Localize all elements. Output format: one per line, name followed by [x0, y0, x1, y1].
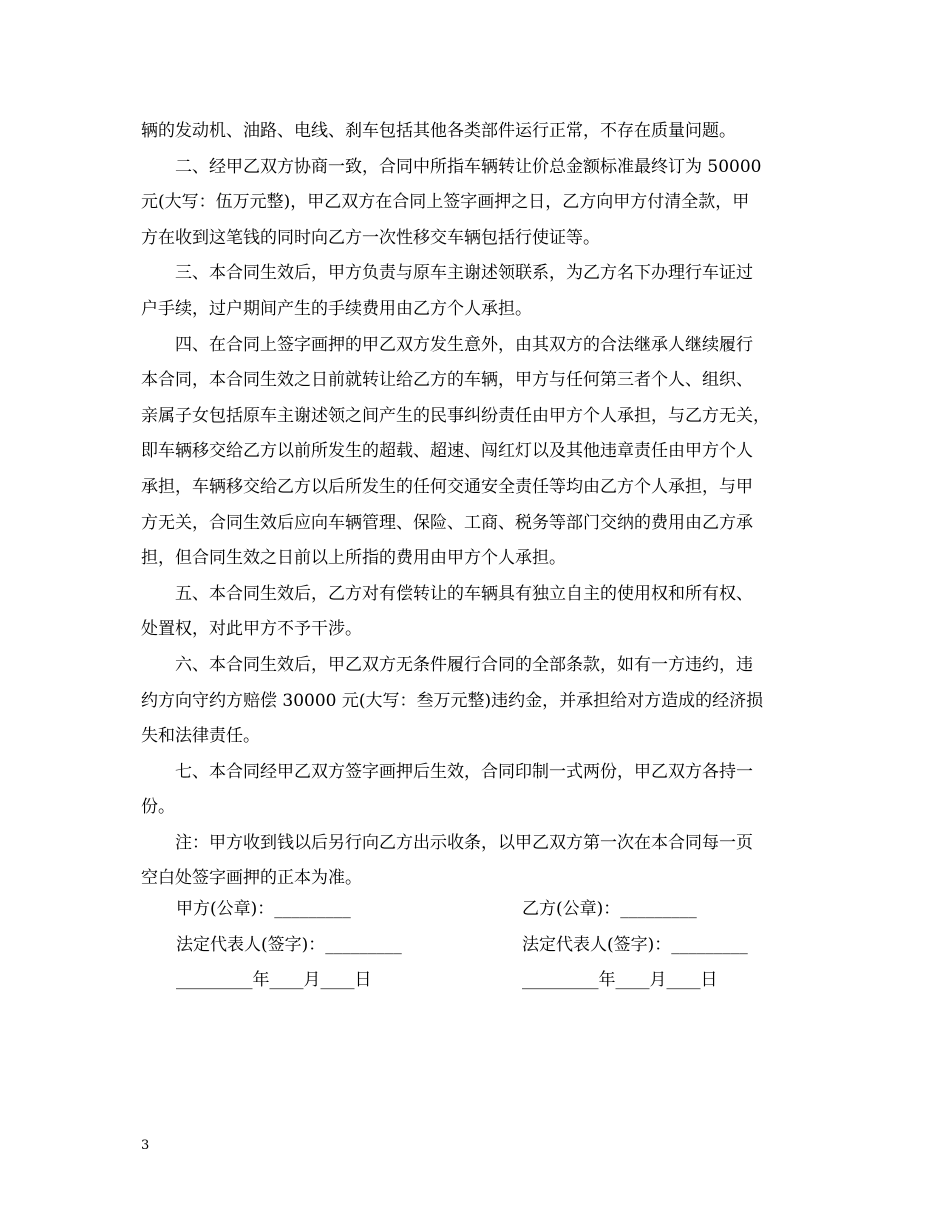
text-line: 三、本合同生效后，甲方负责与原车主谢述领联系，为乙方名下办理行车证过: [175, 263, 753, 284]
text-line: 担，但合同生效之日前以上所指的费用由甲方个人承担。: [141, 548, 566, 569]
clause-4-liability: [141, 328, 831, 577]
clause-6-breach: [141, 648, 831, 755]
clause-7-effect: [141, 755, 831, 826]
text-line: 七、本合同经甲乙双方签字画押后生效，合同印制一式两份，甲乙双方各持一: [175, 761, 753, 782]
party-b-representative-field: 法定代表人(签字)：_________: [522, 934, 748, 955]
text-line: 承担，车辆移交给乙方以后所发生的任何交通安全责任等均由乙方个人承担，与甲: [141, 476, 753, 497]
text-line: 即车辆移交给乙方以前所发生的超载、超速、闯红灯以及其他违章责任由甲方个人: [141, 441, 753, 462]
text-line: 六、本合同生效后，甲乙双方无条件履行合同的全部条款，如有一方违约，违: [175, 654, 753, 675]
signature-row-date: [176, 963, 816, 999]
party-b-seal-field: 乙方(公章)：_________: [522, 899, 697, 919]
contract-body: [141, 114, 831, 897]
party-b-date-field: _________年____月____日: [522, 970, 718, 991]
clause-2-price: [141, 150, 831, 257]
text-line: 方在收到这笔钱的同时向乙方一次性移交车辆包括行使证等。: [141, 227, 600, 248]
text-line: 四、在合同上签字画押的甲乙双方发生意外，由其双方的合法继承人继续履行: [175, 334, 753, 355]
text-line: 份。: [141, 797, 175, 818]
party-a-representative-field: 法定代表人(签字)：_________: [176, 934, 402, 955]
page-number: 3: [141, 1138, 150, 1153]
text-line: 户手续，过户期间产生的手续费用由乙方个人承担。: [141, 298, 532, 319]
note-paragraph: [141, 826, 831, 897]
text-line: 五、本合同生效后，乙方对有偿转让的车辆具有独立自主的使用权和所有权、: [175, 583, 753, 604]
text-line: 约方向守约方赔偿 30000 元(大写：叁万元整)违约金，并承担给对方造成的经济损: [141, 690, 764, 711]
party-a-date-field: _________年____月____日: [176, 970, 372, 991]
signature-row-representative: [176, 928, 816, 964]
text-line: 元(大写：伍万元整)，甲乙双方在合同上签字画押之日，乙方向甲方付清全款，甲: [141, 192, 750, 213]
text-line: 注：甲方收到钱以后另行向乙方出示收条，以甲乙双方第一次在本合同每一页: [175, 832, 753, 853]
text-line: 亲属子女包括原车主谢述领之间产生的民事纠纷责任由甲方个人承担，与乙方无关，: [141, 405, 770, 426]
text-line: 二、经甲乙双方协商一致，合同中所指车辆转让价总金额标准最终订为 50000: [175, 156, 762, 177]
clause-5-ownership: [141, 577, 831, 648]
text-line: 失和法律责任。: [141, 726, 260, 747]
text-line: 方无关，合同生效后应向车辆管理、保险、工商、税务等部门交纳的费用由乙方承: [141, 512, 753, 533]
signature-row-seal: [176, 892, 816, 928]
clause-3-transfer: [141, 256, 831, 327]
signature-block: [176, 892, 816, 999]
text-line: 本合同，本合同生效之日前就转让给乙方的车辆，甲方与任何第三者个人、组织、: [141, 370, 753, 391]
text-line: 辆的发动机、油路、电线、刹车包括其他各类部件运行正常，不存在质量问题。: [141, 121, 736, 141]
text-line: 处置权，对此甲方不予干涉。: [141, 619, 362, 640]
text-line: 空白处签字画押的正本为准。: [141, 868, 362, 889]
paragraph-continuation: [141, 114, 831, 150]
party-a-seal-field: 甲方(公章)：_________: [176, 899, 351, 919]
